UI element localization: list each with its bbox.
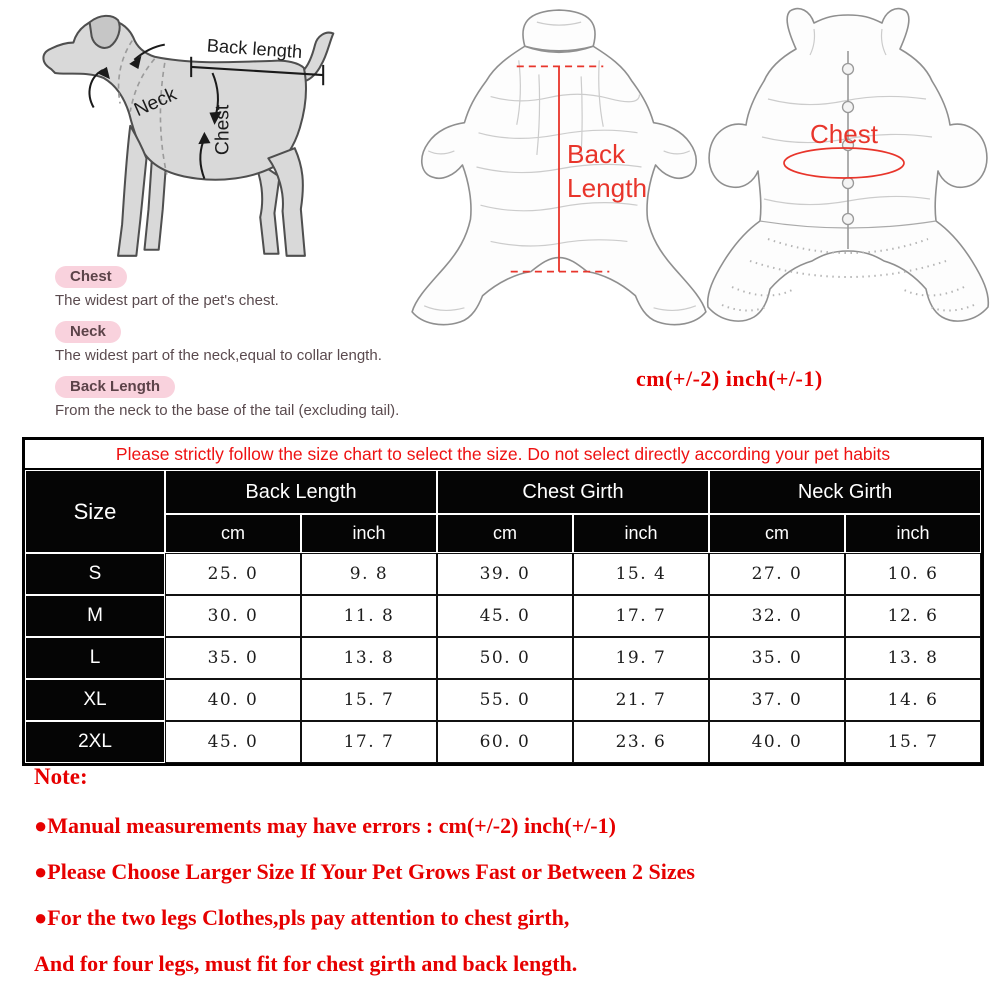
- value-cell: 11. 8: [301, 595, 437, 637]
- table-row-xl: [25, 679, 981, 721]
- value-cell: 12. 6: [845, 595, 981, 637]
- value-cell: 32. 0: [709, 595, 845, 637]
- value-cell: 14. 6: [845, 679, 981, 721]
- neck-girth-header: Neck Girth: [709, 470, 981, 514]
- value-cell: 39. 0: [437, 553, 573, 595]
- chest-term-pill: Chest: [55, 266, 127, 288]
- value-cell: 13. 8: [301, 637, 437, 679]
- group-header-row: [25, 470, 981, 514]
- back-length-label: Back length: [206, 34, 303, 63]
- tolerance-note: cm(+/-2) inch(+/-1): [636, 366, 823, 391]
- back-length-header: Back Length: [165, 470, 437, 514]
- chest-annotation-label: Chest: [810, 119, 878, 149]
- value-cell: 17. 7: [301, 721, 437, 763]
- value-cell: 45. 0: [165, 721, 301, 763]
- value-cell: 40. 0: [165, 679, 301, 721]
- neck-definition-text: The widest part of the neck,equal to collar length.: [55, 347, 382, 364]
- value-cell: 15. 7: [301, 679, 437, 721]
- value-cell: 40. 0: [709, 721, 845, 763]
- size-chart-section: [22, 437, 984, 766]
- unit-header: cm: [437, 514, 573, 553]
- size-chart-table: [22, 437, 984, 766]
- note-item: ●For the two legs Clothes,pls pay attention to chest girth,: [34, 905, 570, 930]
- unit-header: cm: [709, 514, 845, 553]
- unit-header: inch: [573, 514, 709, 553]
- size-cell: L: [25, 637, 165, 679]
- notice-row: [25, 440, 981, 470]
- value-cell: 45. 0: [437, 595, 573, 637]
- neck-label: Neck: [131, 83, 180, 122]
- value-cell: 30. 0: [165, 595, 301, 637]
- value-cell: 15. 4: [573, 553, 709, 595]
- note-item: ●Manual measurements may have errors : cm(+/-2) inch(+/-1): [34, 813, 616, 838]
- chest-label: Chest: [212, 104, 234, 156]
- definition-neck: [55, 321, 525, 366]
- neck-term-pill: Neck: [55, 321, 121, 343]
- value-cell: 55. 0: [437, 679, 573, 721]
- notes-section: [34, 763, 984, 996]
- size-cell: 2XL: [25, 721, 165, 763]
- back-length-annotation-line2: Length: [567, 173, 648, 204]
- definition-chest: [55, 266, 525, 311]
- table-row-s: [25, 553, 981, 595]
- value-cell: 27. 0: [709, 553, 845, 595]
- value-cell: 23. 6: [573, 721, 709, 763]
- unit-header: cm: [165, 514, 301, 553]
- unit-header-row: [25, 514, 981, 553]
- note-item: ●Please Choose Larger Size If Your Pet Grows Fast or Between 2 Sizes: [34, 859, 695, 884]
- value-cell: 17. 7: [573, 595, 709, 637]
- back-length-term-pill: Back Length: [55, 376, 175, 398]
- table-row-m: [25, 595, 981, 637]
- size-cell: M: [25, 595, 165, 637]
- table-row-l: [25, 637, 981, 679]
- size-cell: S: [25, 553, 165, 595]
- value-cell: 35. 0: [165, 637, 301, 679]
- value-cell: 35. 0: [709, 637, 845, 679]
- dog-measurement-diagram: [12, 6, 348, 268]
- notes-title: Note:: [34, 764, 88, 789]
- note-item: And for four legs, must fit for chest girth and back length.: [34, 951, 578, 976]
- table-row-2xl: [25, 721, 981, 763]
- value-cell: 60. 0: [437, 721, 573, 763]
- size-header: Size: [25, 470, 165, 553]
- definition-back-length: [55, 376, 525, 421]
- size-cell: XL: [25, 679, 165, 721]
- unit-header: inch: [301, 514, 437, 553]
- measurement-definitions: [55, 266, 525, 431]
- back-length-definition-text: From the neck to the base of the tail (excluding tail).: [55, 402, 400, 419]
- value-cell: 19. 7: [573, 637, 709, 679]
- value-cell: 9. 8: [301, 553, 437, 595]
- value-cell: 13. 8: [845, 637, 981, 679]
- chest-girth-header: Chest Girth: [437, 470, 709, 514]
- value-cell: 50. 0: [437, 637, 573, 679]
- value-cell: 21. 7: [573, 679, 709, 721]
- value-cell: 37. 0: [709, 679, 845, 721]
- chest-definition-text: The widest part of the pet's chest.: [55, 292, 279, 309]
- garment-front-view-sketch: [698, 2, 998, 344]
- value-cell: 15. 7: [845, 721, 981, 763]
- value-cell: 10. 6: [845, 553, 981, 595]
- size-chart-notice: Please strictly follow the size chart to select the size. Do not select directly according your pet habits: [25, 440, 981, 470]
- value-cell: 25. 0: [165, 553, 301, 595]
- unit-header: inch: [845, 514, 981, 553]
- back-length-annotation-line1: Back: [567, 138, 626, 169]
